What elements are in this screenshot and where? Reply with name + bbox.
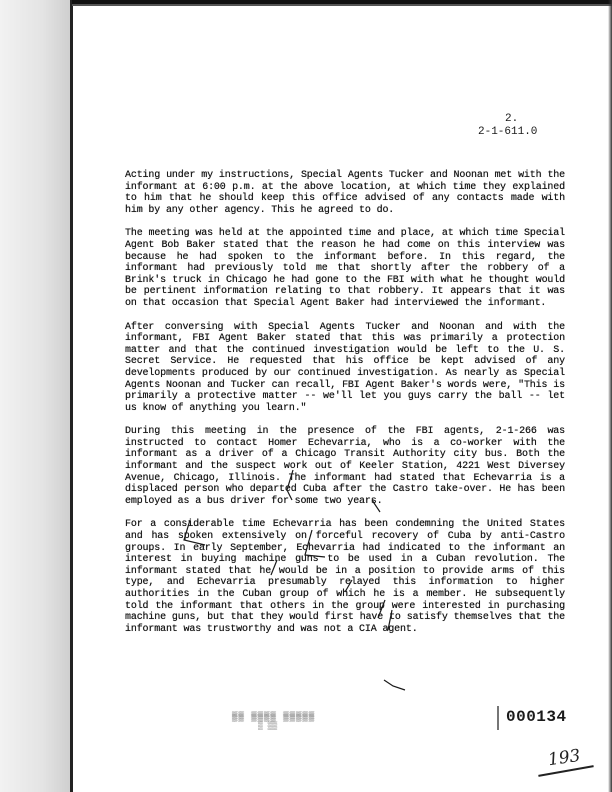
paragraph-4: During this meeting in the presence of the FBI agents, 2-1-266 was instructed to contact Homer Echevarria, who is a co-worker with the informant as a driver of a Chicago Transit Authority city bus. Both the informant and the suspect work out of Keeler Station, 4221 West Diversey Avenue, Chicago, Illinois. The informant had stated that Echevarria is a displaced person who departed Cuba after the Castro take-over. He has been employed as a bus driver for some two years. [125,426,565,507]
paragraph-2: The meeting was held at the appointed time and place, at which time Special Agent Bob Baker stated that the reason he had come on this interview was because he had spoken to the informant before. In this regard, the informant had previously told me that shortly after the robbery of a Brink's truck in Chicago he had gone to the FBI with what he thought would be pertinent information relating to that robbery. It appears that it was on that occasion that Special Agent Baker had interviewed the informant. [125,228,565,309]
illegible-stamp-line-2: ▒ ▒▒ [258,722,278,731]
page-edge-left [70,0,73,792]
paragraph-3: After conversing with Special Agents Tucker and Noonan and with the informant, FBI Agent Baker stated that this was primarily a protection matter and that the continued investigation would be left to the U. S. Secret Service. He requested that his office be kept advised of any developments produced by our continued investigation. As nearly as Special Agents Noonan and Tucker can recall, FBI Agent Baker's words were, "This is primarily a protective matter -- we'll let you guys carry the ball -- let us know of anything you learn." [125,321,565,414]
file-reference: 2-1-611.0 [478,126,538,138]
paragraph-1: Acting under my instructions, Special Agents Tucker and Noonan met with the informant at 6:00 p.m. at the above location, at which time they explained to him that he should keep this office advised of any contacts made with him by any other agency. This he agreed to do. [125,170,565,216]
serial-number: 000134 [506,708,567,726]
page-edge-top [72,0,612,14]
scan-margin [0,0,70,792]
page-number: 2. [505,113,519,125]
document-body [125,170,565,647]
handwritten-page-number: 193 [546,745,582,771]
illegible-stamp: ▒▒ ▒▒▒▒ ▒▒▒▒▒ [232,712,316,722]
bracket-mark-9 [384,680,405,690]
page-edge-right [608,0,612,792]
paragraph-5: For a considerable time Echevarria has been condemning the United States and has spoken extensively on forceful recovery of Cuba by anti-Castro groups. In early September, Echevarria had indicated to the informant an interest in buying machine guns to be used in a Cuban revolution. The informant stated that he would be in a position to provide arms of this type, and Echevarria presumably relayed this information to higher authorities in the Cuban group of which he is a member. He subsequently told the informant that others in the group were interested in purchasing machine guns, but that they would first have to satisfy themselves that the informant was trustworthy and was not a CIA agent. [125,519,565,635]
